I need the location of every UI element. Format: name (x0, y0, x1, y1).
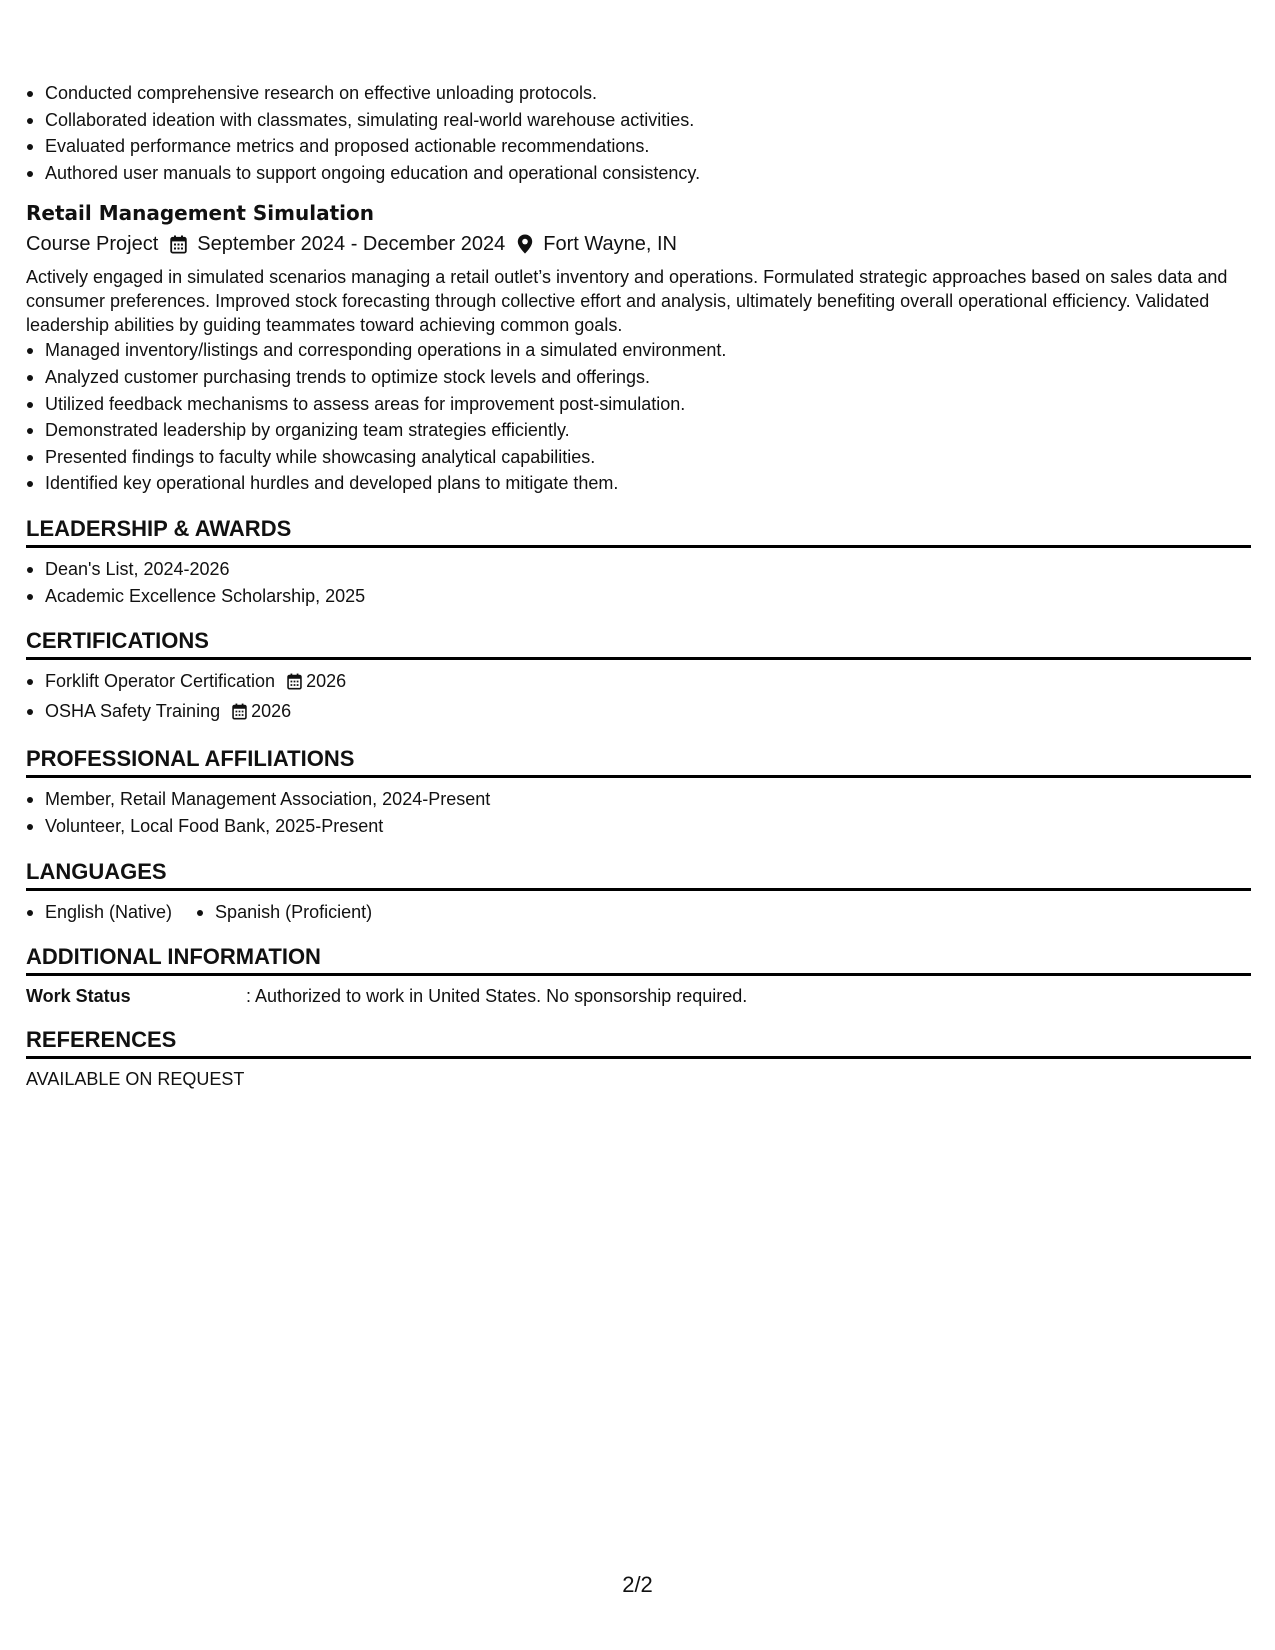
list-item: Evaluated performance metrics and proposed actionable recommendations. (26, 133, 1251, 160)
languages-list (26, 899, 1251, 925)
previous-project-bullets (26, 80, 1251, 186)
leadership-list (26, 556, 1251, 609)
list-item: Volunteer, Local Food Bank, 2025-Present (26, 813, 1251, 840)
list-item: Utilized feedback mechanisms to assess areas for improvement post-simulation. (26, 391, 1251, 418)
certification-name: OSHA Safety Training (45, 700, 221, 721)
calendar-icon (287, 671, 302, 698)
list-item: Analyzed customer purchasing trends to optimize stock levels and offerings. (26, 364, 1251, 391)
section-heading-affiliations: PROFESSIONAL AFFILIATIONS (26, 745, 1251, 778)
list-item: Member, Retail Management Association, 2024-Present (26, 786, 1251, 813)
project-type: Course Project (26, 233, 159, 256)
list-item: Managed inventory/listings and corresponding operations in a simulated environment. (26, 337, 1251, 364)
list-item: Demonstrated leadership by organizing team strategies efficiently. (26, 417, 1251, 444)
calendar-icon (232, 701, 247, 728)
project-meta (26, 229, 1251, 259)
list-item: Presented findings to faculty while showcasing analytical capabilities. (26, 444, 1251, 471)
map-pin-icon (517, 234, 533, 254)
work-status-value: : Authorized to work in United States. No sponsorship required. (246, 985, 748, 1006)
language-item: English (Native) (26, 899, 172, 925)
project-location: Fort Wayne, IN (543, 233, 677, 256)
calendar-icon (170, 235, 187, 254)
page-number: 2/2 (622, 1572, 653, 1597)
project-title: Retail Management Simulation (26, 201, 374, 226)
certification-year: 2026 (251, 700, 292, 721)
list-item: Authored user manuals to support ongoing education and operational consistency. (26, 160, 1251, 187)
certifications-list (26, 668, 1251, 727)
certification-year: 2026 (306, 671, 347, 692)
section-heading-additional-info: ADDITIONAL INFORMATION (26, 943, 1251, 976)
project-description: Actively engaged in simulated scenarios managing a retail outlet’s inventory and operations. Formulated strategic approaches based on sales data and consumer preferences. Improved stock forecasting through collective effort and analysis, ultimately benefiting overall operational efficiency. Validated leadership abilities by guiding teammates toward achieving common goals. (26, 267, 1228, 336)
work-status-label: Work Status (26, 985, 131, 1006)
project-bullets (26, 337, 1251, 497)
references-text: AVAILABLE ON REQUEST (26, 1068, 245, 1089)
list-item: Academic Excellence Scholarship, 2025 (26, 583, 1251, 610)
language-item: Spanish (Proficient) (196, 899, 372, 925)
affiliations-list (26, 786, 1251, 839)
certification-name: Forklift Operator Certification (45, 671, 276, 692)
work-status-row (26, 984, 1251, 1008)
certification-item (26, 698, 1251, 728)
section-heading-certifications: CERTIFICATIONS (26, 627, 1251, 660)
project-dates: September 2024 - December 2024 (197, 233, 506, 256)
list-item: Conducted comprehensive research on effective unloading protocols. (26, 80, 1251, 107)
section-heading-languages: LANGUAGES (26, 858, 1251, 891)
list-item: Identified key operational hurdles and developed plans to mitigate them. (26, 470, 1251, 497)
certification-item (26, 668, 1251, 698)
section-heading-leadership: LEADERSHIP & AWARDS (26, 515, 1251, 548)
list-item: Dean's List, 2024-2026 (26, 556, 1251, 583)
list-item: Collaborated ideation with classmates, simulating real-world warehouse activities. (26, 107, 1251, 134)
resume-page (26, 80, 1251, 1091)
section-heading-references: REFERENCES (26, 1026, 1251, 1059)
